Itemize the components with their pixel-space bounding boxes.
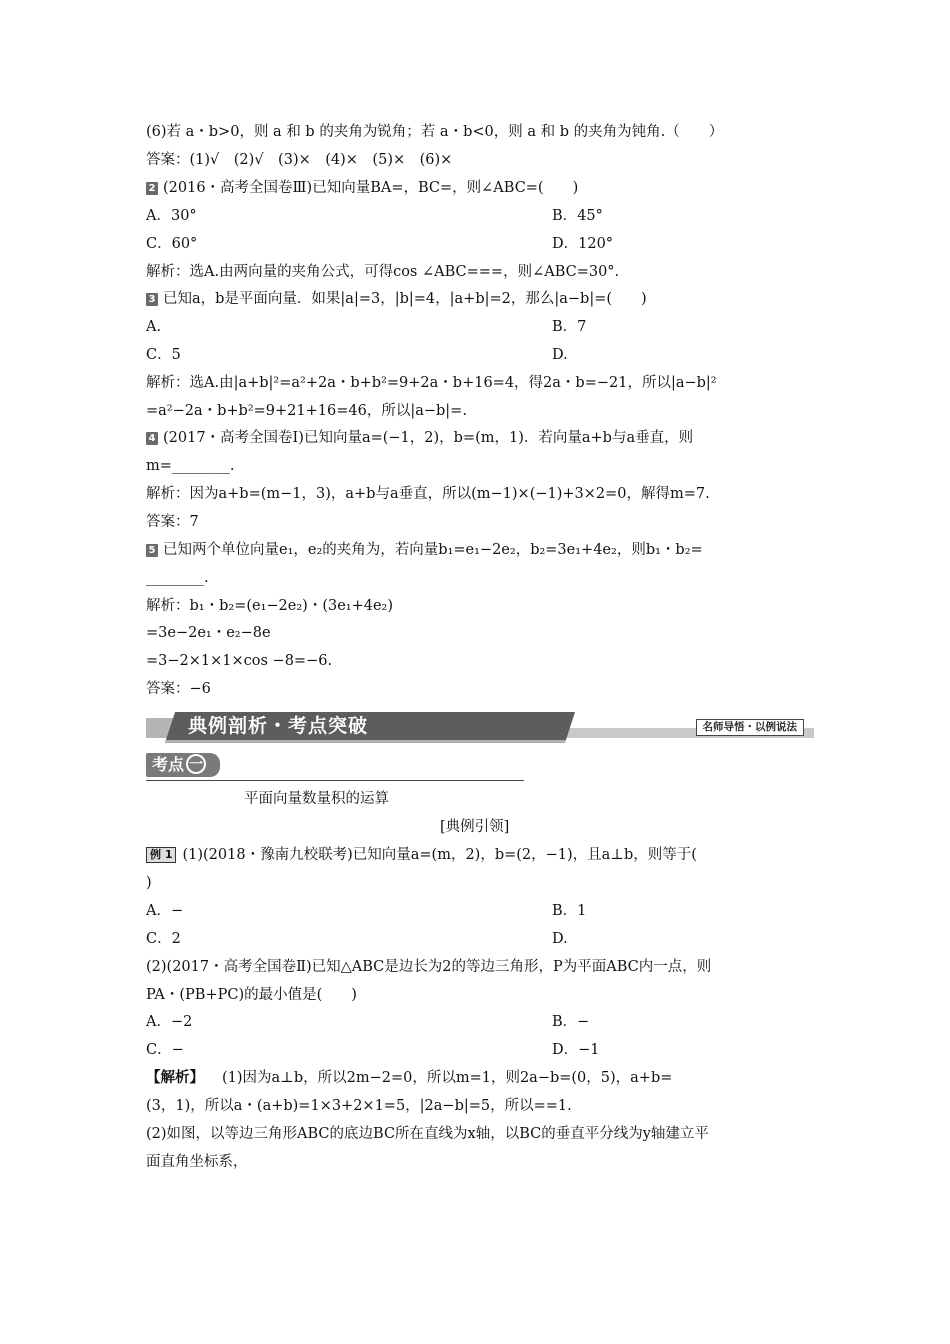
solution-part-2-cont: 面直角坐标系， <box>146 1154 248 1170</box>
option-d: D. <box>552 931 568 947</box>
option-a: A．30° <box>146 208 197 224</box>
problem-cont: ________. <box>146 570 209 586</box>
problem-text: 已知两个单位向量e₁，e₂的夹角为，若向量b₁=e₁−2e₂，b₂=3e₁+4e₂，则b₁・b₂= <box>163 542 703 558</box>
solution-text: (1)因为a⊥b，所以2m−2=0，所以m=1，则2a−b=(0，5)，a+b= <box>222 1070 673 1086</box>
solution-cont: =3e−2e₁・e₂−8e <box>146 625 271 641</box>
banner-tag: 名师导悟・以例说法 <box>696 719 805 736</box>
example-1 <box>146 845 697 865</box>
option-d: D. <box>552 347 568 363</box>
solution-heading: 【解析】 <box>146 1069 204 1086</box>
section-subtitle: [典例引领] <box>440 819 510 835</box>
problem-number-badge: 3 <box>146 293 158 306</box>
option-a: A．−2 <box>146 1014 193 1030</box>
example-cont: ) <box>146 875 152 891</box>
option-b: B．1 <box>552 903 587 919</box>
answer: 答案：−6 <box>146 681 211 697</box>
kaodian-badge <box>146 753 220 777</box>
option-c: C．5 <box>146 347 181 363</box>
solution: 解析：因为a+b=(m−1，3)，a+b与a垂直，所以(m−1)×(−1)+3×2=0，解得m=7. <box>146 486 710 502</box>
solution: 解析：选A.由两向量的夹角公式，可得cos ∠ABC===，则∠ABC=30°. <box>146 264 620 280</box>
banner-title: 典例剖析・考点突破 <box>188 715 369 737</box>
problem-number-badge: 2 <box>146 182 158 195</box>
problem-4 <box>146 428 693 448</box>
question-6: (6)若 a・b>0，则 a 和 b 的夹角为锐角；若 a・b<0，则 a 和 b 的夹角为钝角.（ ） <box>146 124 724 140</box>
problem-3 <box>146 289 647 309</box>
section-banner <box>146 710 814 740</box>
problem-text: (2017・高考全国卷Ⅰ)已知向量a=(−1，2)，b=(m，1)．若向量a+b与a垂直，则 <box>163 430 694 446</box>
solution-cont: =a²−2a・b+b²=9+21+16=46，所以|a−b|=. <box>146 403 467 419</box>
option-a: A．− <box>146 903 184 919</box>
option-c: C．2 <box>146 931 181 947</box>
option-d: D．120° <box>552 236 614 252</box>
problem-2 <box>146 178 578 198</box>
option-c: C．− <box>146 1042 184 1058</box>
option-d: D．−1 <box>552 1042 600 1058</box>
solution <box>146 1068 672 1088</box>
answer-true-false: 答案：(1)√ (2)√ (3)× (4)× (5)× (6)× <box>146 152 453 168</box>
problem-text: (2016・高考全国卷Ⅲ)已知向量BA=，BC=，则∠ABC=( ) <box>163 180 579 196</box>
solution-cont: (3，1)，所以a・(a+b)=1×3+2×1=5，|2a−b|=5，所以==1. <box>146 1098 572 1114</box>
problem-number-badge: 5 <box>146 544 158 557</box>
option-b: B．7 <box>552 319 587 335</box>
option-c: C．60° <box>146 236 198 252</box>
option-b: B．45° <box>552 208 603 224</box>
problem-text: 已知a，b是平面向量．如果|a|=3，|b|=4，|a+b|=2，那么|a−b|=( ) <box>163 291 647 307</box>
solution: 解析：b₁・b₂=(e₁−2e₂)・(3e₁+4e₂) <box>146 598 394 614</box>
option-a: A. <box>146 319 162 335</box>
example-text: (1)(2018・豫南九校联考)已知向量a=(m，2)，b=(2，−1)，且a⊥b，则等于( <box>182 847 697 863</box>
kaodian-rule <box>146 780 524 781</box>
problem-number-badge: 4 <box>146 432 158 445</box>
option-b: B．− <box>552 1014 590 1030</box>
example-badge: 例 1 <box>146 847 176 863</box>
solution: 解析：选A.由|a+b|²=a²+2a・b+b²=9+2a・b+16=4，得2a・b=−21，所以|a−b|² <box>146 375 717 391</box>
kaodian-label: 考点 <box>152 755 185 774</box>
example-part-2-cont: PA・(PB+PC)的最小值是( ) <box>146 987 357 1003</box>
problem-cont: m=________. <box>146 458 235 474</box>
answer: 答案：7 <box>146 514 199 530</box>
section-title: 平面向量数量积的运算 <box>244 791 389 807</box>
solution-cont: =3−2×1×1×cos −8=−6. <box>146 653 333 669</box>
kaodian-number: 一 <box>186 754 206 774</box>
example-part-2: (2)(2017・高考全国卷Ⅱ)已知△ABC是边长为2的等边三角形，P为平面ABC内一点，则 <box>146 959 712 975</box>
problem-5 <box>146 540 703 560</box>
solution-part-2: (2)如图，以等边三角形ABC的底边BC所在直线为x轴，以BC的垂直平分线为y轴建立平 <box>146 1126 709 1142</box>
